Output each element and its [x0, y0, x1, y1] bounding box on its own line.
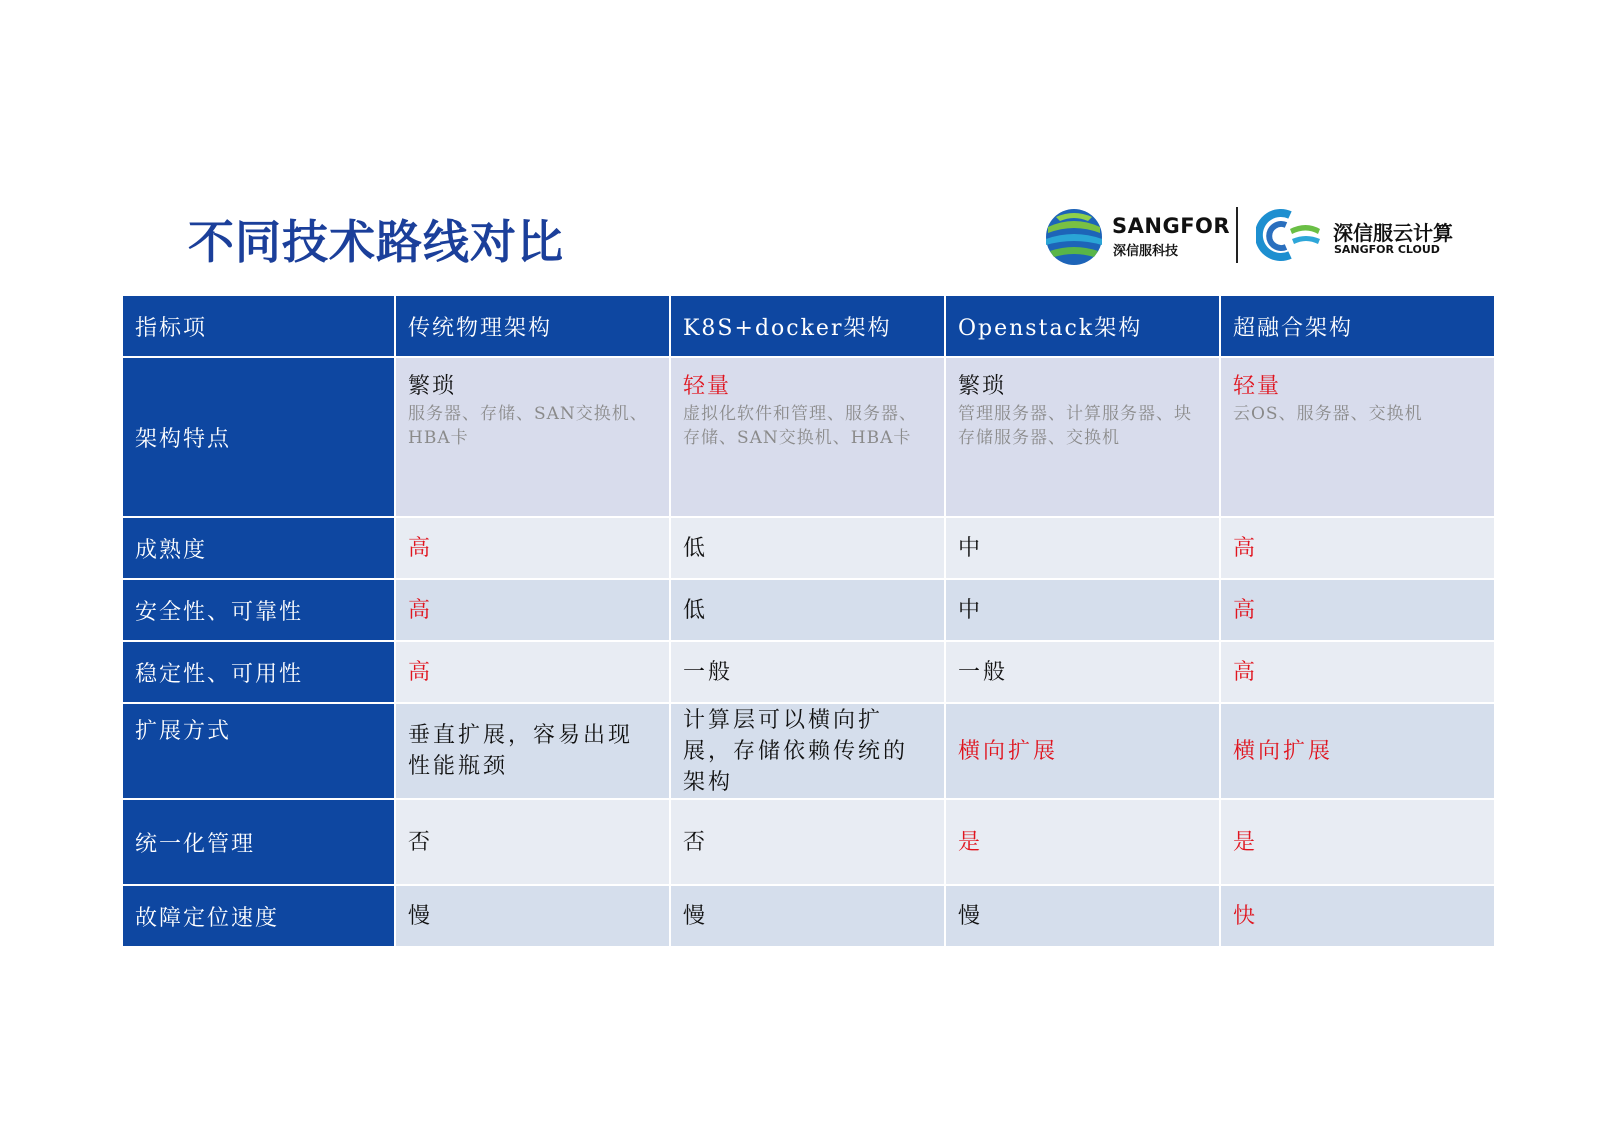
- table-cell: 高: [395, 641, 670, 703]
- table-cell: 是: [1220, 799, 1495, 885]
- table-row: [122, 579, 1495, 641]
- comparison-table: [121, 294, 1496, 948]
- header-cell: 传统物理架构: [395, 295, 670, 357]
- cell-main: 繁琐: [408, 374, 457, 399]
- table-cell: [670, 357, 945, 517]
- row-label: 扩展方式: [122, 703, 395, 799]
- table-cell: 高: [395, 517, 670, 579]
- header-cell: 指标项: [122, 295, 395, 357]
- table-cell: 是: [945, 799, 1220, 885]
- table-cell: 快: [1220, 885, 1495, 947]
- logo-divider: [1236, 207, 1238, 263]
- cell-main: 繁琐: [958, 374, 1007, 399]
- row-label: 故障定位速度: [122, 885, 395, 947]
- table-row: [122, 641, 1495, 703]
- table-row: [122, 703, 1495, 799]
- row-label: 架构特点: [122, 357, 395, 517]
- row-label: 安全性、可靠性: [122, 579, 395, 641]
- table-cell: 否: [395, 799, 670, 885]
- table-cell: 慢: [945, 885, 1220, 947]
- table-cell: 低: [670, 579, 945, 641]
- sangfor-cn-name: 深信服科技: [1113, 244, 1179, 259]
- cloud-en-name: SANGFOR CLOUD: [1334, 243, 1440, 256]
- table-row: [122, 357, 1495, 517]
- table-cell: 一般: [945, 641, 1220, 703]
- cell-sub: 云OS、服务器、交换机: [1233, 404, 1423, 424]
- table-cell: [395, 357, 670, 517]
- table-cell: 慢: [670, 885, 945, 947]
- table-cell: 高: [1220, 641, 1495, 703]
- cell-sub: 管理服务器、计算服务器、块存储服务器、交换机: [958, 404, 1192, 448]
- sangfor-cloud-logo: [1256, 207, 1322, 263]
- row-label: 成熟度: [122, 517, 395, 579]
- table-cell: 横向扩展: [1220, 703, 1495, 799]
- table-cell: 垂直扩展，容易出现性能瓶颈: [395, 703, 670, 799]
- header-cell: 超融合架构: [1220, 295, 1495, 357]
- table-header-row: [122, 295, 1495, 357]
- sangfor-name: SANGFOR: [1112, 214, 1231, 238]
- cloud-cn-name: 深信服云计算: [1333, 221, 1453, 245]
- cell-sub: 服务器、存储、SAN交换机、HBA卡: [408, 404, 648, 448]
- cell-sub: 虚拟化软件和管理、服务器、存储、SAN交换机、HBA卡: [683, 404, 917, 448]
- cell-main: 轻量: [683, 374, 732, 399]
- sangfor-globe-logo: [1044, 207, 1104, 267]
- table-cell: 慢: [395, 885, 670, 947]
- table-cell: 低: [670, 517, 945, 579]
- table-cell: 中: [945, 517, 1220, 579]
- table-cell: 高: [1220, 517, 1495, 579]
- table-cell: [945, 357, 1220, 517]
- header-cell: K8S+docker架构: [670, 295, 945, 357]
- table-cell: 高: [395, 579, 670, 641]
- table-row: [122, 517, 1495, 579]
- table-cell: 一般: [670, 641, 945, 703]
- page-title: 不同技术路线对比: [188, 215, 564, 269]
- table-cell: 否: [670, 799, 945, 885]
- row-label: 稳定性、可用性: [122, 641, 395, 703]
- table-cell: [1220, 357, 1495, 517]
- table-cell: 中: [945, 579, 1220, 641]
- header-cell: Openstack架构: [945, 295, 1220, 357]
- table-cell: 计算层可以横向扩展，存储依赖传统的架构: [670, 703, 945, 799]
- table-cell: 高: [1220, 579, 1495, 641]
- table-row: [122, 885, 1495, 947]
- cell-main: 轻量: [1233, 374, 1282, 399]
- row-label: 统一化管理: [122, 799, 395, 885]
- table-cell: 横向扩展: [945, 703, 1220, 799]
- table-row: [122, 799, 1495, 885]
